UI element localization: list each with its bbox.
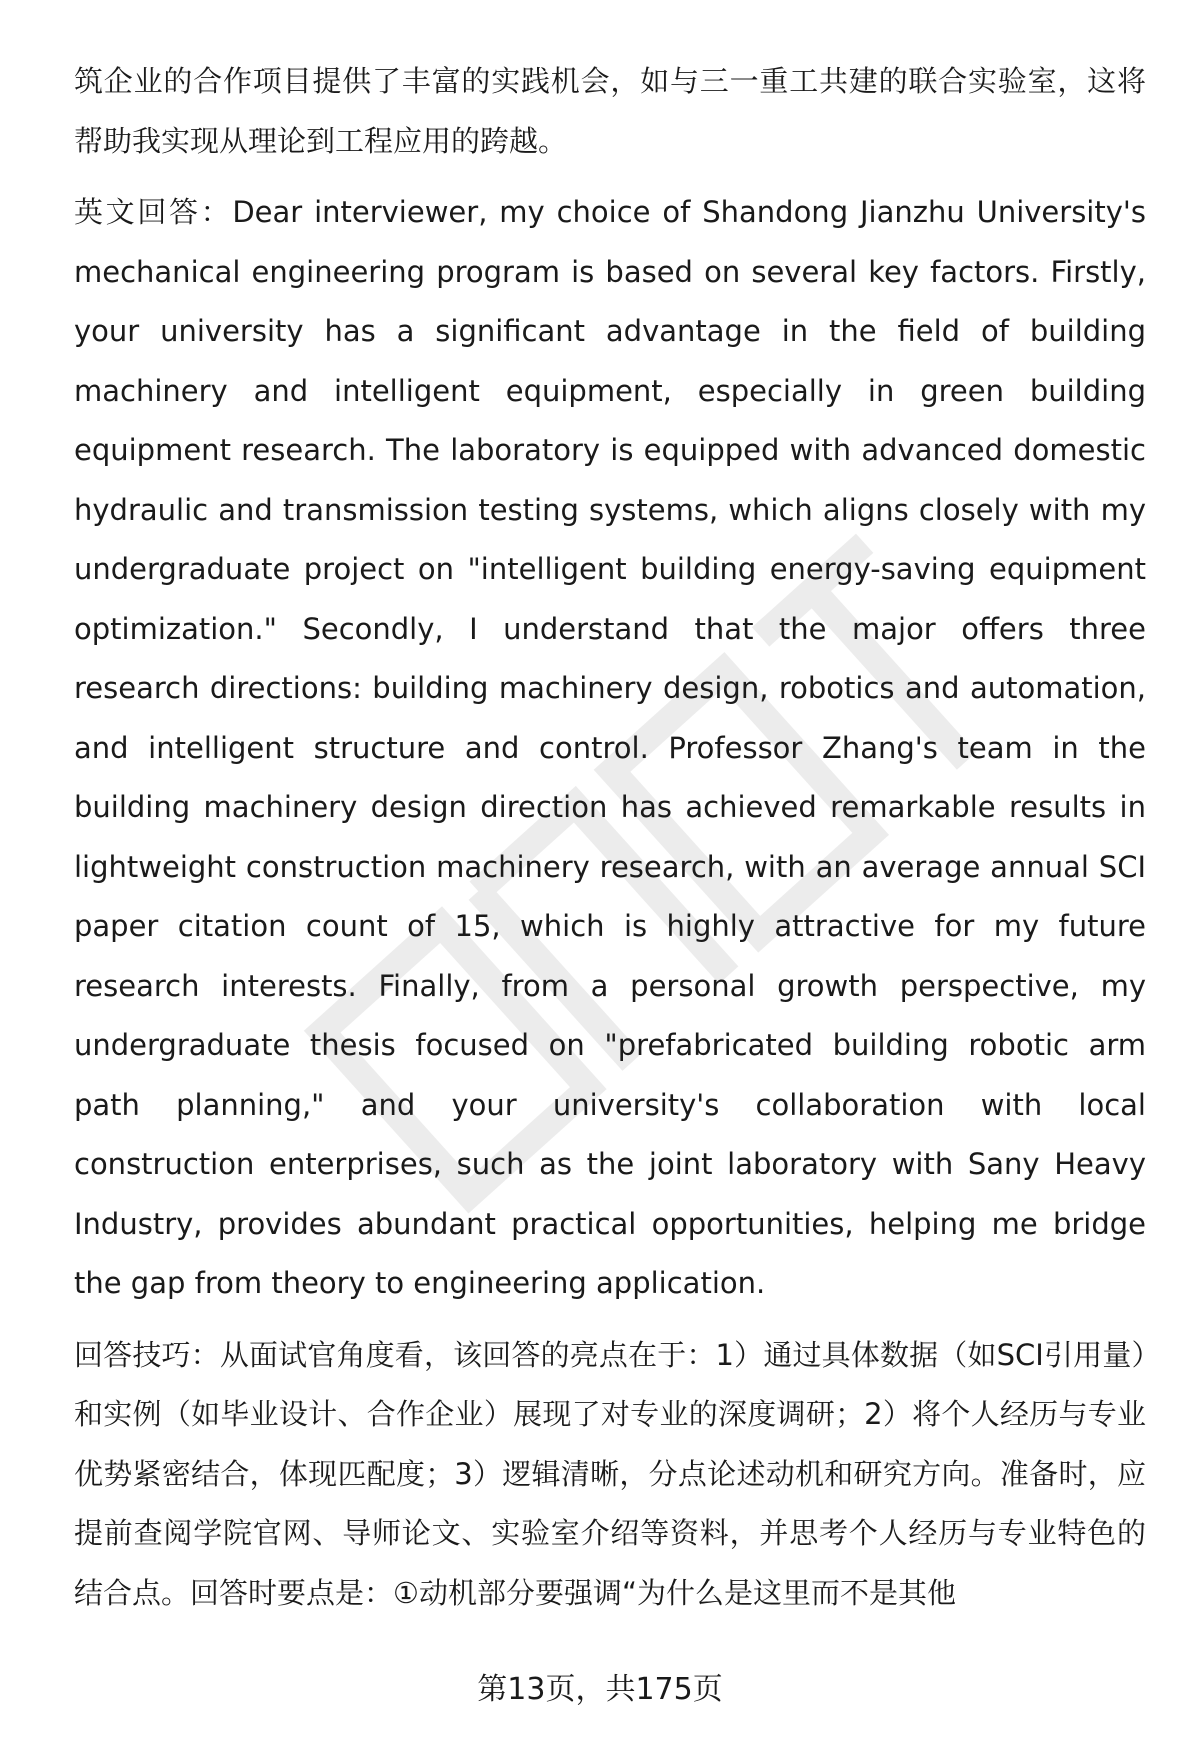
document-body <box>74 52 1146 1623</box>
page-indicator: 第13页，共175页 <box>477 1672 723 1707</box>
english-answer-paragraph <box>74 183 1146 1314</box>
answer-tips-text: 从面试官角度看，该回答的亮点在于：1）通过具体数据（如SCI引用量）和实例（如毕业设计、合作企业）展现了对专业的深度调研；2）将个人经历与专业优势紧密结合，体现匹配度；3）逻辑清晰，分点论述动机和研究方向。准备时，应提前查阅学院官网、导师论文、实验室介绍等资料，并思考个人经历与专业特色的结合点。回答时要点是：①动机部分要强调“为什么是这里而不是其他 <box>74 1337 1146 1610</box>
answer-tips-label: 回答技巧： <box>74 1337 220 1372</box>
english-answer-text: Dear interviewer, my choice of Shandong Jianzhu University's mechanical engineering program is based on several key factors. Firstly, your university has a significant advantage in the field of building machinery and intelligent equipment, especially in green building equipment research. The laboratory is equipped with advanced domestic hydraulic and transmission testing systems, which aligns closely with my undergraduate project on "intelligent building energy-saving equipment optimization." Secondly, I understand that the major offers three research directions: building machinery design, robotics and automation, and intelligent structure and control. Professor Zhang's team in the building machinery design direction has achieved remarkable results in lightweight construction machinery research, with an average annual SCI paper citation count of 15, which is highly attractive for my future research interests. Finally, from a personal growth perspective, my undergraduate thesis focused on "prefabricated building robotic arm path planning," and your university's collaboration with local construction enterprises, such as the joint laboratory with Sany Heavy Industry, provides abundant practical opportunities, helping me bridge the gap from theory to engineering application. <box>74 195 1146 1300</box>
english-answer-label: 英文回答： <box>74 195 233 229</box>
answer-tips-paragraph <box>74 1326 1146 1624</box>
intro-continuation-paragraph: 筑企业的合作项目提供了丰富的实践机会，如与三一重工共建的联合实验室，这将帮助我实现从理论到工程应用的跨越。 <box>74 64 1146 158</box>
